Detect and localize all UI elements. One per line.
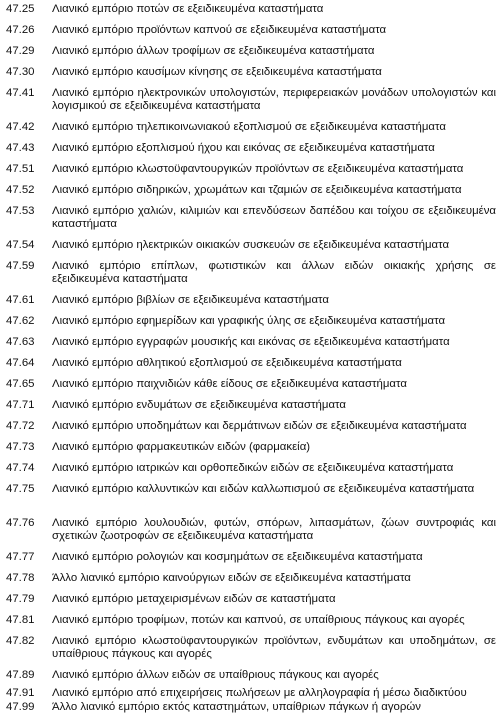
list-item <box>6 399 496 412</box>
list-item <box>6 315 496 328</box>
activity-description: Λιανικό εμπόριο ηλεκτρικών οικιακών συσκευών σε εξειδικευμένα καταστήματα <box>52 239 450 251</box>
activity-code: 47.51 <box>6 163 35 175</box>
list-item <box>6 572 496 585</box>
activity-description: Λιανικό εμπόριο λουλουδιών, φυτών, σπόρων, λιπασμάτων, ζώων συντροφιάς και σχετικών ζωοτροφών σε εξειδικευμένα καταστήματα <box>52 517 496 543</box>
activity-code: 47.75 <box>6 483 35 495</box>
list-item <box>6 184 496 197</box>
list-item <box>6 24 496 37</box>
activity-description: Λιανικό εμπόριο παιχνιδιών κάθε είδους σε εξειδικευμένα καταστήματα <box>52 378 407 390</box>
list-item <box>6 205 496 231</box>
activity-description: Λιανικό εμπόριο άλλων τροφίμων σε εξειδικευμένα καταστήματα <box>52 45 375 57</box>
activity-code: 47.65 <box>6 378 35 390</box>
activity-code: 47.53 <box>6 205 35 217</box>
activity-description: Λιανικό εμπόριο τηλεπικοινωνιακού εξοπλισμού σε εξειδικευμένα καταστήματα <box>52 121 446 133</box>
activity-description: Λιανικό εμπόριο σιδηρικών, χρωμάτων και τζαμιών σε εξειδικευμένα καταστήματα <box>52 184 462 196</box>
list-item <box>6 163 496 176</box>
list-item <box>6 378 496 391</box>
list-item <box>6 614 496 627</box>
activity-code: 47.63 <box>6 336 35 348</box>
activity-description: Λιανικό εμπόριο κλωστοϋφαντουργικών προϊόντων σε εξειδικευμένα καταστήματα <box>52 163 464 175</box>
activity-code: 47.74 <box>6 462 35 474</box>
list-item <box>6 517 496 543</box>
activity-code: 47.62 <box>6 315 35 327</box>
list-item <box>6 121 496 134</box>
list-item <box>6 483 496 496</box>
activity-description: Λιανικό εμπόριο τροφίμων, ποτών και καπνού, σε υπαίθριους πάγκους και αγορές <box>52 614 465 626</box>
list-item <box>6 701 496 714</box>
list-item <box>6 635 496 661</box>
list-item <box>6 441 496 454</box>
activity-code: 47.79 <box>6 593 35 605</box>
activity-description: Λιανικό εμπόριο άλλων ειδών σε υπαίθριους πάγκους και αγορές <box>52 669 379 681</box>
activity-code: 47.73 <box>6 441 35 453</box>
list-item <box>6 551 496 564</box>
list-item <box>6 260 496 286</box>
activity-code: 47.81 <box>6 614 35 626</box>
activity-description: Λιανικό εμπόριο ιατρικών και ορθοπεδικών ειδών σε εξειδικευμένα καταστήματα <box>52 462 454 474</box>
list-item <box>6 420 496 433</box>
activity-code: 47.52 <box>6 184 35 196</box>
activity-code: 47.61 <box>6 294 35 306</box>
activity-description: Λιανικό εμπόριο επίπλων, φωτιστικών και άλλων ειδών οικιακής χρήσης σε εξειδικευμένα καταστήματα <box>52 260 496 286</box>
activity-description: Λιανικό εμπόριο εξοπλισμού ήχου και εικόνας σε εξειδικευμένα καταστήματα <box>52 142 435 154</box>
list-item <box>6 669 496 682</box>
activity-description: Λιανικό εμπόριο ηλεκτρονικών υπολογιστών, περιφερειακών μονάδων υπολογιστών και λογισμικού σε εξειδικευμένα καταστήματα <box>52 87 496 113</box>
activity-code: 47.43 <box>6 142 35 154</box>
activity-description: Λιανικό εμπόριο ενδυμάτων σε εξειδικευμένα καταστήματα <box>52 399 346 411</box>
activity-description: Άλλο λιανικό εμπόριο καινούργιων ειδών σε εξειδικευμένα καταστήματα <box>52 572 411 584</box>
activity-description: Λιανικό εμπόριο υποδημάτων και δερμάτινων ειδών σε εξειδικευμένα καταστήματα <box>52 420 467 432</box>
list-item <box>6 336 496 349</box>
list-item <box>6 687 496 700</box>
activity-code: 47.26 <box>6 24 35 36</box>
activity-description: Λιανικό εμπόριο ποτών σε εξειδικευμένα καταστήματα <box>52 3 324 15</box>
activity-description: Λιανικό εμπόριο μεταχειρισμένων ειδών σε καταστήματα <box>52 593 336 605</box>
list-item <box>6 142 496 155</box>
activity-code: 47.91 <box>6 687 35 699</box>
activity-code: 47.54 <box>6 239 35 251</box>
activity-description: Λιανικό εμπόριο από επιχειρήσεις πωλήσεων με αλληλογραφία ή μέσω διαδικτύου <box>52 687 467 699</box>
list-item <box>6 593 496 606</box>
list-item <box>6 462 496 475</box>
activity-description: Λιανικό εμπόριο βιβλίων σε εξειδικευμένα καταστήματα <box>52 294 329 306</box>
activity-description: Λιανικό εμπόριο καυσίμων κίνησης σε εξειδικευμένα καταστήματα <box>52 66 382 78</box>
activity-code: 47.42 <box>6 121 35 133</box>
activity-code: 47.77 <box>6 551 35 563</box>
activity-code: 47.82 <box>6 635 35 647</box>
activity-description: Λιανικό εμπόριο αθλητικού εξοπλισμού σε εξειδικευμένα καταστήματα <box>52 357 402 369</box>
activity-code: 47.71 <box>6 399 35 411</box>
activity-code: 47.64 <box>6 357 35 369</box>
list-item <box>6 294 496 307</box>
activity-description: Άλλο λιανικό εμπόριο εκτός καταστημάτων, υπαίθριων πάγκων ή αγορών <box>52 701 421 713</box>
activity-description: Λιανικό εμπόριο εφημερίδων και γραφικής ύλης σε εξειδικευμένα καταστήματα <box>52 315 446 327</box>
list-item <box>6 357 496 370</box>
activity-description: Λιανικό εμπόριο κλωστοϋφαντουργικών προϊόντων, ενδυμάτων και υποδημάτων, σε υπαίθριους πάγκους και αγορές <box>52 635 496 661</box>
activity-description: Λιανικό εμπόριο χαλιών, κιλιμιών και επενδύσεων δαπέδου και τοίχου σε εξειδικευμένα καταστήματα <box>52 205 496 231</box>
activity-code: 47.99 <box>6 701 35 713</box>
activity-description: Λιανικό εμπόριο εγγραφών μουσικής και εικόνας σε εξειδικευμένα καταστήματα <box>52 336 450 348</box>
activity-description: Λιανικό εμπόριο προϊόντων καπνού σε εξειδικευμένα καταστήματα <box>52 24 387 36</box>
activity-code: 47.72 <box>6 420 35 432</box>
activity-code: 47.78 <box>6 572 35 584</box>
activity-description: Λιανικό εμπόριο φαρμακευτικών ειδών (φαρμακεία) <box>52 441 311 453</box>
list-item <box>6 45 496 58</box>
activity-code: 47.29 <box>6 45 35 57</box>
activity-code: 47.41 <box>6 87 35 99</box>
activity-code: 47.89 <box>6 669 35 681</box>
list-item <box>6 239 496 252</box>
activity-code: 47.25 <box>6 3 35 15</box>
activity-description: Λιανικό εμπόριο καλλυντικών και ειδών καλλωπισμού σε εξειδικευμένα καταστήματα <box>52 483 475 495</box>
list-item <box>6 87 496 113</box>
activity-description: Λιανικό εμπόριο ρολογιών και κοσμημάτων σε εξειδικευμένα καταστήματα <box>52 551 423 563</box>
activity-code: 47.30 <box>6 66 35 78</box>
list-item <box>6 66 496 79</box>
document-page <box>6 0 496 715</box>
activity-code: 47.59 <box>6 260 35 272</box>
activity-code: 47.76 <box>6 517 35 529</box>
list-item <box>6 3 496 16</box>
